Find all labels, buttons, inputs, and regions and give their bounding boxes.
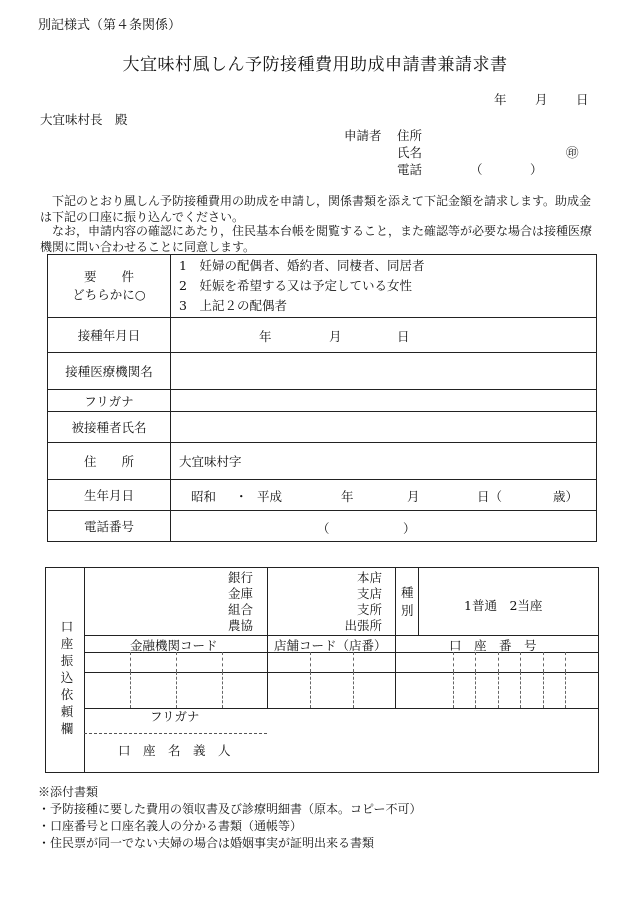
address-field[interactable]: 大宜味村字 [171, 443, 597, 480]
name-row [48, 412, 597, 443]
applicant-address-label: 住所 [397, 128, 423, 143]
requirements-options[interactable] [171, 255, 597, 318]
furigana-label: フリガナ [48, 390, 171, 412]
application-table [47, 254, 597, 542]
vaccination-date-row [48, 318, 597, 353]
phone-label: 電話番号 [48, 511, 171, 542]
date-day: 日 [576, 92, 589, 107]
intro-paragraph-1: 下記のとおり風しん予防接種費用の助成を申請し，関係書類を添えて下記金額を請求します。助成金は下記の口座に振り込んでください。 [40, 194, 592, 224]
requirements-label: 要 件 どちらかに○ [48, 255, 171, 318]
clinic-field[interactable] [171, 353, 597, 390]
vaccination-date-label: 接種年月日 [48, 318, 171, 353]
institution-type-options[interactable]: 銀行 金庫 組合 農協 [228, 570, 254, 633]
branch-code-header: 店舗コード（店番） [274, 638, 387, 653]
bank-side-label: 口 座 振 込 依 頼 欄 [60, 619, 74, 736]
document-title: 大宜味村風しん予防接種費用助成申請書兼請求書 [122, 55, 508, 75]
requirements-row [48, 255, 597, 318]
account-holder-field[interactable] [268, 709, 597, 771]
name-field[interactable] [171, 412, 597, 443]
applicant-name-label: 氏名 [397, 145, 423, 160]
birthdate-label: 生年月日 [48, 480, 171, 511]
addressee: 大宜味村長 殿 [40, 112, 128, 127]
phone-paren-open: （ [470, 162, 483, 177]
account-number-header: 口 座 番 号 [449, 638, 537, 653]
branch-type-options[interactable]: 本店 支店 支所 出張所 [344, 570, 382, 633]
account-holder-label: 口 座 名 義 人 [118, 743, 231, 758]
note-item: ・住民票が同一でない夫婦の場合は婚姻事実が証明出来る書類 [38, 836, 375, 850]
era-showa[interactable]: 昭和 [191, 489, 217, 504]
applicant-phone-label: 電話 [397, 162, 423, 177]
requirement-option-1[interactable]: 1 妊婦の配偶者、婚約者、同棲者、同居者 [179, 258, 425, 273]
account-kind-options[interactable]: 1普通 2当座 [464, 598, 543, 613]
note-item: ・口座番号と口座名義人の分かる書類（通帳等） [38, 819, 303, 833]
notes-heading: ※添付書類 [38, 785, 99, 799]
applicant-label: 申請者 [344, 128, 382, 143]
clinic-row [48, 353, 597, 390]
birthdate-row [48, 480, 597, 511]
clinic-label: 接種医療機関名 [48, 353, 171, 390]
holder-furigana-label: フリガナ [150, 709, 200, 724]
birthdate-field[interactable]: 昭和 ・ 平成 年 月 日（ 歳） [171, 480, 597, 511]
requirement-option-2[interactable]: 2 妊娠を希望する又は予定している女性 [179, 278, 412, 293]
form-label: 別記様式（第４条関係） [38, 18, 182, 33]
phone-paren-close: ） [530, 162, 543, 177]
address-label: 住 所 [48, 443, 171, 480]
furigana-row [48, 390, 597, 412]
date-month: 月 [535, 92, 548, 107]
vaccination-date-field[interactable]: 年 月 日 [171, 318, 597, 353]
address-row [48, 443, 597, 480]
attachments-notes [38, 784, 422, 852]
era-heisei[interactable]: 平成 [257, 489, 283, 504]
date-year: 年 [494, 92, 507, 107]
account-kind-label: 種 別 [401, 585, 414, 618]
seal-mark: ㊞ [566, 145, 579, 160]
requirement-option-3[interactable]: 3 上記２の配偶者 [179, 298, 287, 313]
note-item: ・予防接種に要した費用の領収書及び診療明細書（原本。コピー不可） [38, 802, 422, 816]
bank-transfer-section [45, 567, 599, 773]
institution-code-header: 金融機関コード [130, 638, 218, 653]
name-label: 被接種者氏名 [48, 412, 171, 443]
phone-field[interactable]: （ ） [171, 511, 597, 542]
intro-paragraph-2: なお，申請内容の確認にあたり，住民基本台帳を閲覧すること，また確認等が必要な場合は接種医療機関に問い合わせることに同意します。 [40, 224, 593, 254]
phone-row [48, 511, 597, 542]
furigana-field[interactable] [171, 390, 597, 412]
